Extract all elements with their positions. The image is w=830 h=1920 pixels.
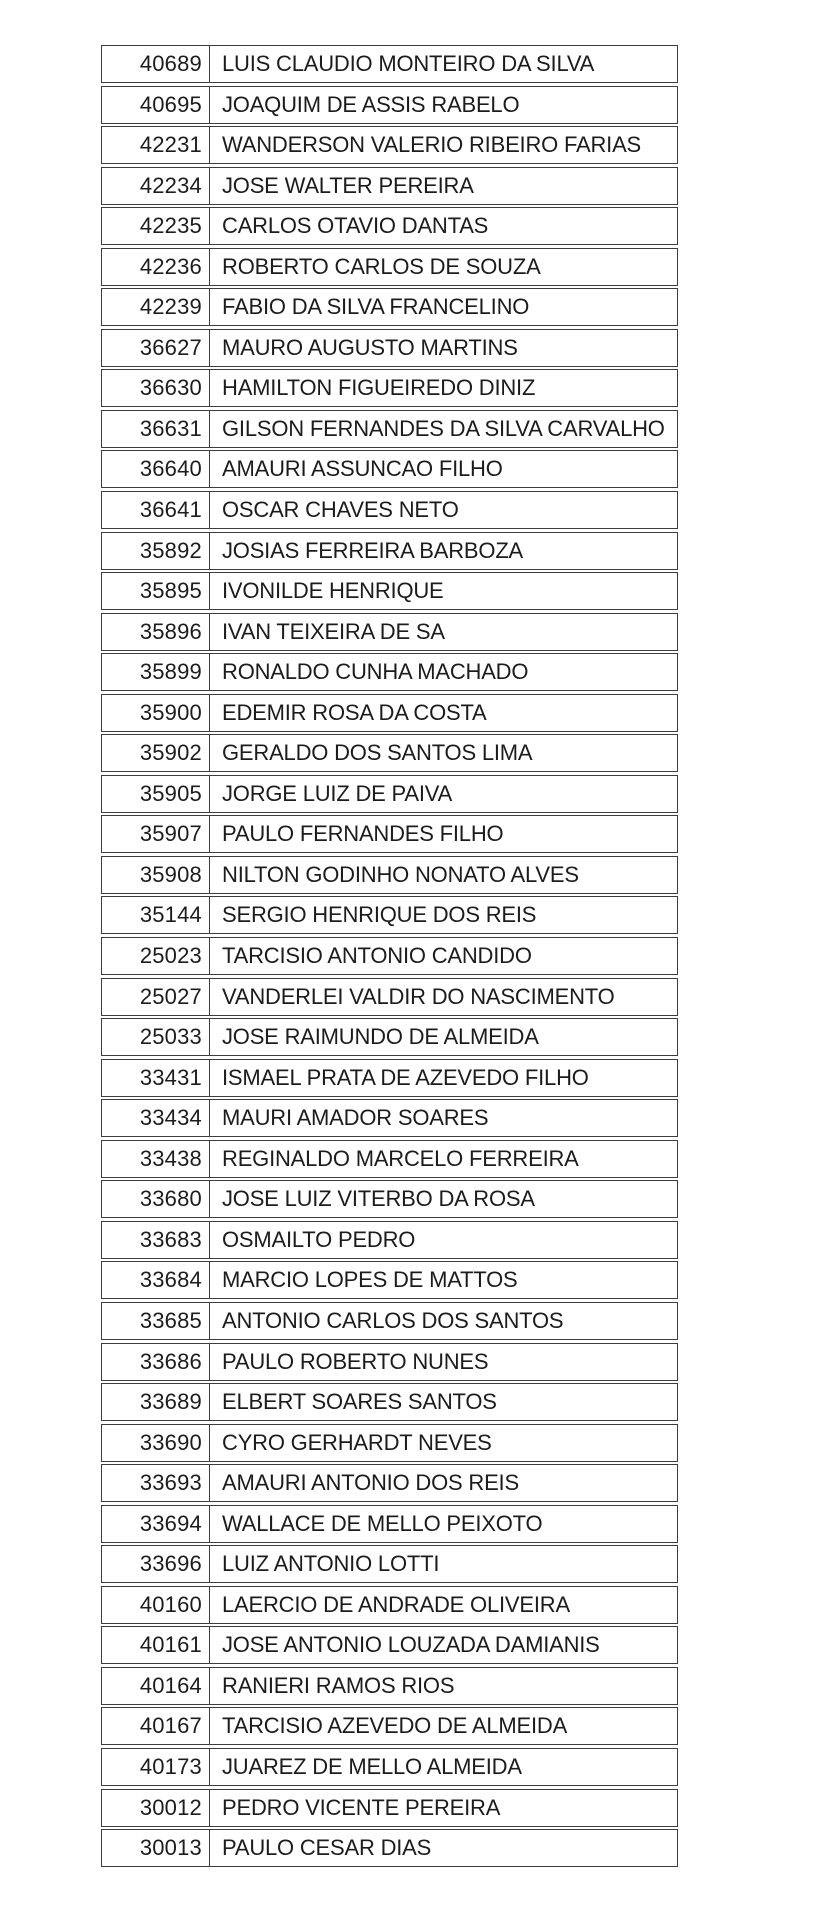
table-row — [101, 1140, 678, 1178]
table-row — [101, 1099, 678, 1137]
member-id-cell: 35907 — [101, 815, 210, 853]
table-row — [101, 288, 678, 326]
member-id-cell: 40167 — [101, 1707, 210, 1745]
member-name-cell: MAURO AUGUSTO MARTINS — [210, 329, 678, 367]
table-row — [101, 1748, 678, 1786]
member-name-cell: HAMILTON FIGUEIREDO DINIZ — [210, 369, 678, 407]
table-row — [101, 1505, 678, 1543]
member-name-cell: MAURI AMADOR SOARES — [210, 1099, 678, 1137]
member-name-cell: GERALDO DOS SANTOS LIMA — [210, 734, 678, 772]
member-name-cell: IVONILDE HENRIQUE — [210, 572, 678, 610]
table-row — [101, 775, 678, 813]
member-name-cell: JOAQUIM DE ASSIS RABELO — [210, 86, 678, 124]
member-id-cell: 36631 — [101, 410, 210, 448]
member-id-cell: 40173 — [101, 1748, 210, 1786]
member-name-cell: CARLOS OTAVIO DANTAS — [210, 207, 678, 245]
member-name-cell: OSMAILTO PEDRO — [210, 1221, 678, 1259]
member-id-cell: 36630 — [101, 369, 210, 407]
member-name-cell: JOSE LUIZ VITERBO DA ROSA — [210, 1180, 678, 1218]
member-id-cell: 30012 — [101, 1789, 210, 1827]
member-name-cell: TARCISIO ANTONIO CANDIDO — [210, 937, 678, 975]
member-id-cell: 25023 — [101, 937, 210, 975]
member-id-cell: 33689 — [101, 1383, 210, 1421]
member-id-cell: 33686 — [101, 1343, 210, 1381]
table-row — [101, 207, 678, 245]
member-id-cell: 35908 — [101, 856, 210, 894]
table-row — [101, 613, 678, 651]
table-row — [101, 1789, 678, 1827]
member-id-cell: 33438 — [101, 1140, 210, 1178]
table-row — [101, 532, 678, 570]
member-id-cell: 35905 — [101, 775, 210, 813]
table-row — [101, 1464, 678, 1502]
table-row — [101, 1626, 678, 1664]
table-row — [101, 1018, 678, 1056]
table-row — [101, 86, 678, 124]
member-id-cell: 35902 — [101, 734, 210, 772]
member-id-cell: 42239 — [101, 288, 210, 326]
member-id-cell: 35892 — [101, 532, 210, 570]
member-name-cell: ELBERT SOARES SANTOS — [210, 1383, 678, 1421]
table-row — [101, 167, 678, 205]
table-row — [101, 694, 678, 732]
member-id-cell: 33683 — [101, 1221, 210, 1259]
member-id-cell: 33685 — [101, 1302, 210, 1340]
member-id-cell: 40161 — [101, 1626, 210, 1664]
table-row — [101, 978, 678, 1016]
member-id-cell: 40160 — [101, 1586, 210, 1624]
member-name-cell: LAERCIO DE ANDRADE OLIVEIRA — [210, 1586, 678, 1624]
member-id-cell: 35899 — [101, 653, 210, 691]
table-row — [101, 126, 678, 164]
table-row — [101, 45, 678, 83]
member-name-cell: JOSE ANTONIO LOUZADA DAMIANIS — [210, 1626, 678, 1664]
table-row — [101, 450, 678, 488]
table-row — [101, 248, 678, 286]
table-row — [101, 1424, 678, 1462]
member-id-cell: 33434 — [101, 1099, 210, 1137]
table-row — [101, 1302, 678, 1340]
member-id-cell: 33680 — [101, 1180, 210, 1218]
table-row — [101, 815, 678, 853]
member-id-cell: 33684 — [101, 1261, 210, 1299]
table-row — [101, 1343, 678, 1381]
member-id-cell: 36641 — [101, 491, 210, 529]
member-id-cell: 40695 — [101, 86, 210, 124]
member-name-cell: JORGE LUIZ DE PAIVA — [210, 775, 678, 813]
member-name-cell: WANDERSON VALERIO RIBEIRO FARIAS — [210, 126, 678, 164]
member-name-cell: JOSIAS FERREIRA BARBOZA — [210, 532, 678, 570]
member-name-cell: AMAURI ASSUNCAO FILHO — [210, 450, 678, 488]
member-id-cell: 42234 — [101, 167, 210, 205]
member-name-cell: FABIO DA SILVA FRANCELINO — [210, 288, 678, 326]
table-row — [101, 1829, 678, 1867]
table-row — [101, 572, 678, 610]
member-name-cell: GILSON FERNANDES DA SILVA CARVALHO — [210, 410, 678, 448]
member-id-cell: 42231 — [101, 126, 210, 164]
table-row — [101, 1586, 678, 1624]
member-id-cell: 36627 — [101, 329, 210, 367]
table-row — [101, 1059, 678, 1097]
member-name-cell: AMAURI ANTONIO DOS REIS — [210, 1464, 678, 1502]
table-row — [101, 1707, 678, 1745]
member-name-cell: PAULO FERNANDES FILHO — [210, 815, 678, 853]
table-row — [101, 734, 678, 772]
member-id-cell: 40164 — [101, 1667, 210, 1705]
member-name-cell: ROBERTO CARLOS DE SOUZA — [210, 248, 678, 286]
table-row — [101, 369, 678, 407]
member-name-cell: IVAN TEIXEIRA DE SA — [210, 613, 678, 651]
table-row — [101, 410, 678, 448]
member-id-cell: 33694 — [101, 1505, 210, 1543]
member-id-cell: 35900 — [101, 694, 210, 732]
member-name-cell: LUIZ ANTONIO LOTTI — [210, 1545, 678, 1583]
table-row — [101, 1261, 678, 1299]
member-id-cell: 25027 — [101, 978, 210, 1016]
member-name-cell: CYRO GERHARDT NEVES — [210, 1424, 678, 1462]
member-id-cell: 33431 — [101, 1059, 210, 1097]
member-name-cell: EDEMIR ROSA DA COSTA — [210, 694, 678, 732]
member-name-cell: OSCAR CHAVES NETO — [210, 491, 678, 529]
member-name-cell: SERGIO HENRIQUE DOS REIS — [210, 896, 678, 934]
table-row — [101, 329, 678, 367]
member-name-cell: TARCISIO AZEVEDO DE ALMEIDA — [210, 1707, 678, 1745]
member-name-cell: LUIS CLAUDIO MONTEIRO DA SILVA — [210, 45, 678, 83]
table-row — [101, 896, 678, 934]
member-id-cell: 36640 — [101, 450, 210, 488]
member-name-cell: PAULO CESAR DIAS — [210, 1829, 678, 1867]
member-id-cell: 33690 — [101, 1424, 210, 1462]
member-name-cell: VANDERLEI VALDIR DO NASCIMENTO — [210, 978, 678, 1016]
member-name-cell: JUAREZ DE MELLO ALMEIDA — [210, 1748, 678, 1786]
member-name-cell: ISMAEL PRATA DE AZEVEDO FILHO — [210, 1059, 678, 1097]
member-id-cell: 35896 — [101, 613, 210, 651]
member-name-cell: RONALDO CUNHA MACHADO — [210, 653, 678, 691]
table-row — [101, 491, 678, 529]
member-id-cell: 25033 — [101, 1018, 210, 1056]
table-row — [101, 1545, 678, 1583]
member-name-cell: REGINALDO MARCELO FERREIRA — [210, 1140, 678, 1178]
member-id-cell: 30013 — [101, 1829, 210, 1867]
table-row — [101, 1667, 678, 1705]
member-name-cell: PEDRO VICENTE PEREIRA — [210, 1789, 678, 1827]
table-row — [101, 1383, 678, 1421]
member-id-cell: 35895 — [101, 572, 210, 610]
table-row — [101, 937, 678, 975]
table-row — [101, 1221, 678, 1259]
member-name-cell: JOSE RAIMUNDO DE ALMEIDA — [210, 1018, 678, 1056]
member-id-cell: 40689 — [101, 45, 210, 83]
member-name-cell: RANIERI RAMOS RIOS — [210, 1667, 678, 1705]
member-name-cell: PAULO ROBERTO NUNES — [210, 1343, 678, 1381]
table-row — [101, 653, 678, 691]
member-name-cell: JOSE WALTER PEREIRA — [210, 167, 678, 205]
member-id-cell: 42235 — [101, 207, 210, 245]
member-id-cell: 33696 — [101, 1545, 210, 1583]
member-name-cell: WALLACE DE MELLO PEIXOTO — [210, 1505, 678, 1543]
roster-table — [101, 45, 678, 1867]
table-row — [101, 856, 678, 894]
member-id-cell: 33693 — [101, 1464, 210, 1502]
member-name-cell: NILTON GODINHO NONATO ALVES — [210, 856, 678, 894]
member-id-cell: 42236 — [101, 248, 210, 286]
member-id-cell: 35144 — [101, 896, 210, 934]
member-name-cell: MARCIO LOPES DE MATTOS — [210, 1261, 678, 1299]
table-row — [101, 1180, 678, 1218]
member-name-cell: ANTONIO CARLOS DOS SANTOS — [210, 1302, 678, 1340]
